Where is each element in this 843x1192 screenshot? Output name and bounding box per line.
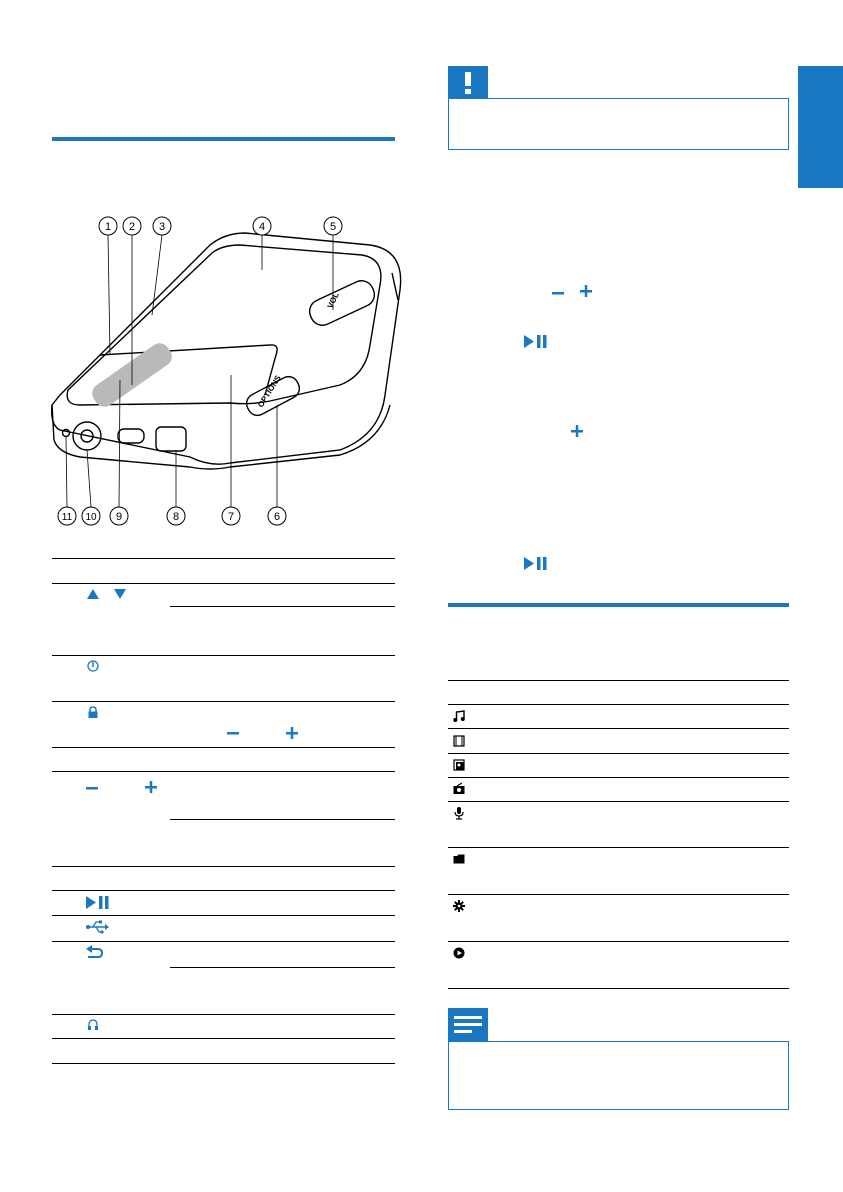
- note-flag: [448, 1008, 488, 1041]
- callout-9: 9: [115, 511, 123, 523]
- menu-table-rule: [448, 801, 789, 802]
- menu-table-rule: [448, 988, 789, 989]
- left-table-rule: [52, 890, 395, 891]
- callout-2: 2: [128, 221, 136, 233]
- callout-3: 3: [158, 221, 166, 233]
- caution-flag: [448, 66, 488, 98]
- radio-icon: [453, 783, 465, 795]
- exclamation-icon: [448, 66, 488, 98]
- plus-icon: [145, 781, 157, 793]
- left-table-rule: [52, 655, 395, 656]
- left-table-subrule: [170, 819, 395, 820]
- menu-table-rule: [448, 753, 789, 754]
- left-table-subrule: [170, 967, 395, 968]
- menu-table-rule: [448, 728, 789, 729]
- plus-icon: [580, 285, 592, 297]
- left-table-rule: [52, 1063, 395, 1064]
- plus-icon: [571, 425, 583, 437]
- minus-icon: [86, 786, 98, 790]
- volume-key-label: VOL: [325, 291, 341, 310]
- usb-icon: [85, 920, 109, 934]
- music-icon: [453, 710, 465, 722]
- left-table-rule: [52, 941, 395, 942]
- callout-1: 1: [104, 221, 112, 233]
- menu-table-rule: [448, 894, 789, 895]
- left-table-subrule: [170, 606, 395, 607]
- callout-4: 4: [258, 221, 266, 233]
- note-icon: [448, 1008, 488, 1041]
- back-icon: [86, 945, 104, 959]
- caution-box: [448, 98, 789, 150]
- left-table-rule: [52, 866, 395, 867]
- callout-11: 11: [61, 512, 73, 523]
- pictures-icon: [453, 759, 465, 771]
- settings-icon: [453, 900, 465, 912]
- menu-table-rule: [448, 704, 789, 705]
- lock-icon: [87, 706, 99, 718]
- power-icon: [87, 660, 99, 672]
- callout-5: 5: [329, 221, 337, 233]
- left-table-rule: [52, 558, 395, 559]
- down-arrow-icon: [113, 588, 127, 600]
- up-arrow-icon: [86, 588, 100, 600]
- minus-icon: [227, 731, 239, 735]
- headphones-icon: [87, 1019, 99, 1031]
- plus-icon: [286, 727, 298, 739]
- microphone-icon: [453, 807, 465, 820]
- callout-7: 7: [227, 511, 235, 523]
- left-table-rule: [52, 771, 395, 772]
- left-table-rule: [52, 747, 395, 748]
- callout-10: 10: [85, 512, 97, 523]
- language-tab: [798, 66, 843, 188]
- play-pause-icon: [524, 557, 548, 570]
- menu-table-rule: [448, 847, 789, 848]
- callout-8: 8: [172, 511, 180, 523]
- now-playing-icon: [453, 947, 465, 959]
- menu-table-rule: [448, 680, 789, 681]
- left-table-rule: [52, 1038, 395, 1039]
- note-box: [448, 1041, 789, 1110]
- video-icon: [453, 735, 465, 747]
- section-rule: [52, 137, 395, 141]
- left-table-rule: [52, 583, 395, 584]
- play-pause-icon: [86, 896, 110, 909]
- folder-icon: [453, 853, 465, 865]
- callout-6: 6: [273, 511, 281, 523]
- menu-table-rule: [448, 941, 789, 942]
- options-key-label: OPTIONS: [256, 373, 283, 410]
- minus-icon: [552, 291, 564, 295]
- menu-table-rule: [448, 777, 789, 778]
- play-pause-icon: [524, 335, 548, 348]
- device-body-outline: [52, 233, 401, 464]
- left-table-rule: [52, 1014, 395, 1015]
- left-table-rule: [52, 701, 395, 702]
- section-rule: [448, 603, 789, 607]
- left-table-rule: [52, 915, 395, 916]
- device-diagram: [40, 205, 420, 525]
